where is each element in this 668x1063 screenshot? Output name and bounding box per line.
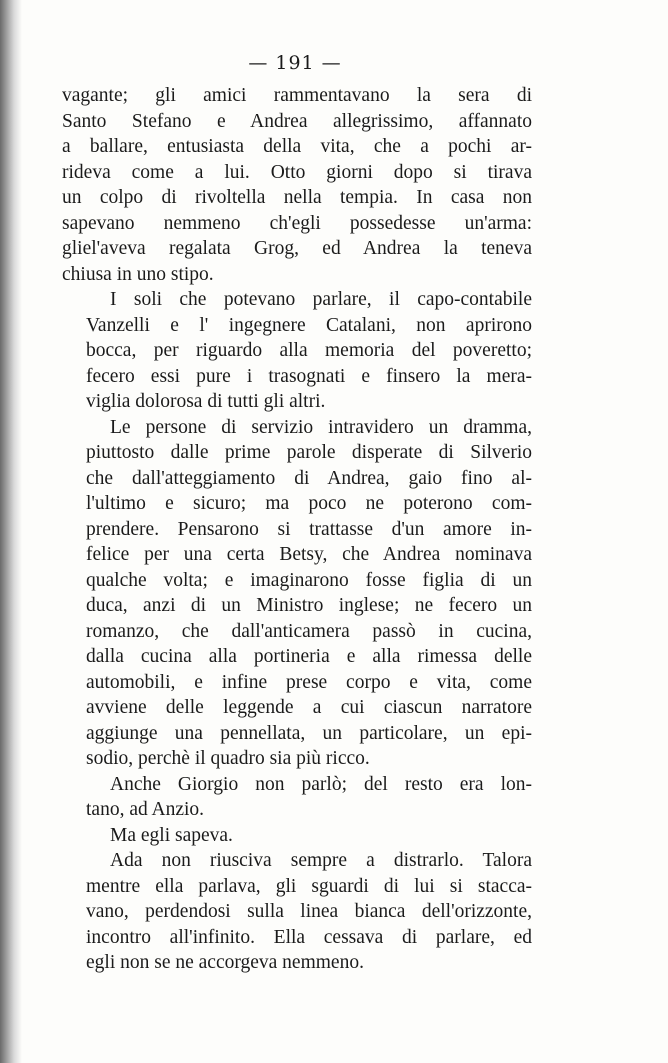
paragraph xyxy=(62,823,532,849)
text-line: Vanzelli e l' ingegnere Catalani, non aprirono xyxy=(86,314,532,336)
text-line: sapevano nemmeno ch'egli possedesse un'arma: xyxy=(62,212,532,234)
text-line: mentre ella parlava, gli sguardi di lui si stacca- xyxy=(86,875,532,897)
paragraph xyxy=(62,415,532,772)
text-line: prendere. Pensarono si trattasse d'un amore in- xyxy=(86,518,532,540)
text-line: viglia dolorosa di tutti gli altri. xyxy=(86,391,326,412)
text-line: vano, perdendosi sulla linea bianca dell'orizzonte, xyxy=(86,901,532,922)
text-line: rideva come a lui. Otto giorni dopo si tirava xyxy=(62,161,532,183)
text-line: Ma egli sapeva. xyxy=(110,824,233,846)
paragraph xyxy=(62,83,532,287)
text-line: romanzo, che dall'anticamera passò in cucina, xyxy=(86,620,532,642)
text-line: Anche Giorgio non parlò; del resto era lon- xyxy=(110,773,532,795)
text-line: chiusa in uno stipo. xyxy=(62,263,214,285)
paragraph xyxy=(62,772,532,823)
text-line: dalla cucina alla portineria e alla rimessa delle xyxy=(86,646,532,667)
text-line: piuttosto dalle prime parole disperate di Silverio xyxy=(86,442,532,463)
text-line: incontro all'infinito. Ella cessava di parlare, ed xyxy=(86,926,532,948)
text-line: gliel'aveva regalata Grog, ed Andrea la teneva xyxy=(62,238,532,259)
text-line: Santo Stefano e Andrea allegrissimo, affannato xyxy=(62,110,532,132)
text-line: qualche volta; e imaginarono fosse figlia di un xyxy=(86,569,532,591)
text-line: Ada non riusciva sempre a distrarlo. Talora xyxy=(110,850,532,871)
text-line: fecero essi pure i trasognati e finsero la mera- xyxy=(86,365,532,387)
text-line: che dall'atteggiamento di Andrea, gaio fino al- xyxy=(86,467,532,489)
text-line: duca, anzi di un Ministro inglese; ne fecero un xyxy=(86,595,532,616)
text-line: tano, ad Anzio. xyxy=(86,799,205,820)
text-line: aggiunge una pennellata, un particolare, un epi- xyxy=(86,722,532,744)
text-line: vagante; gli amici rammentavano la sera di xyxy=(62,85,532,106)
text-line: un colpo di rivoltella nella tempia. In casa non xyxy=(62,187,532,208)
body-text xyxy=(62,83,532,976)
text-line: l'ultimo e sicuro; ma poco ne poterono com- xyxy=(86,493,532,514)
text-line: a ballare, entusiasta della vita, che a pochi ar- xyxy=(62,136,532,157)
page-number: — 191 — xyxy=(248,52,342,74)
text-line: avviene delle leggende a cui ciascun narratore xyxy=(86,697,532,718)
paragraph xyxy=(62,848,532,976)
text-line: I soli che potevano parlare, il capo-contabile xyxy=(110,289,532,310)
page-binding-edge xyxy=(0,0,22,1063)
text-line: Le persone di servizio intravidero un dramma, xyxy=(110,416,532,438)
text-line: sodio, perchè il quadro sia più ricco. xyxy=(86,748,370,769)
text-line: bocca, per riguardo alla memoria del poveretto; xyxy=(86,340,532,361)
text-line: felice per una certa Betsy, che Andrea nominava xyxy=(86,544,532,565)
text-line: egli non se ne accorgeva nemmeno. xyxy=(86,952,364,973)
paragraph xyxy=(62,287,532,415)
text-line: automobili, e infine prese corpo e vita, come xyxy=(86,671,532,693)
